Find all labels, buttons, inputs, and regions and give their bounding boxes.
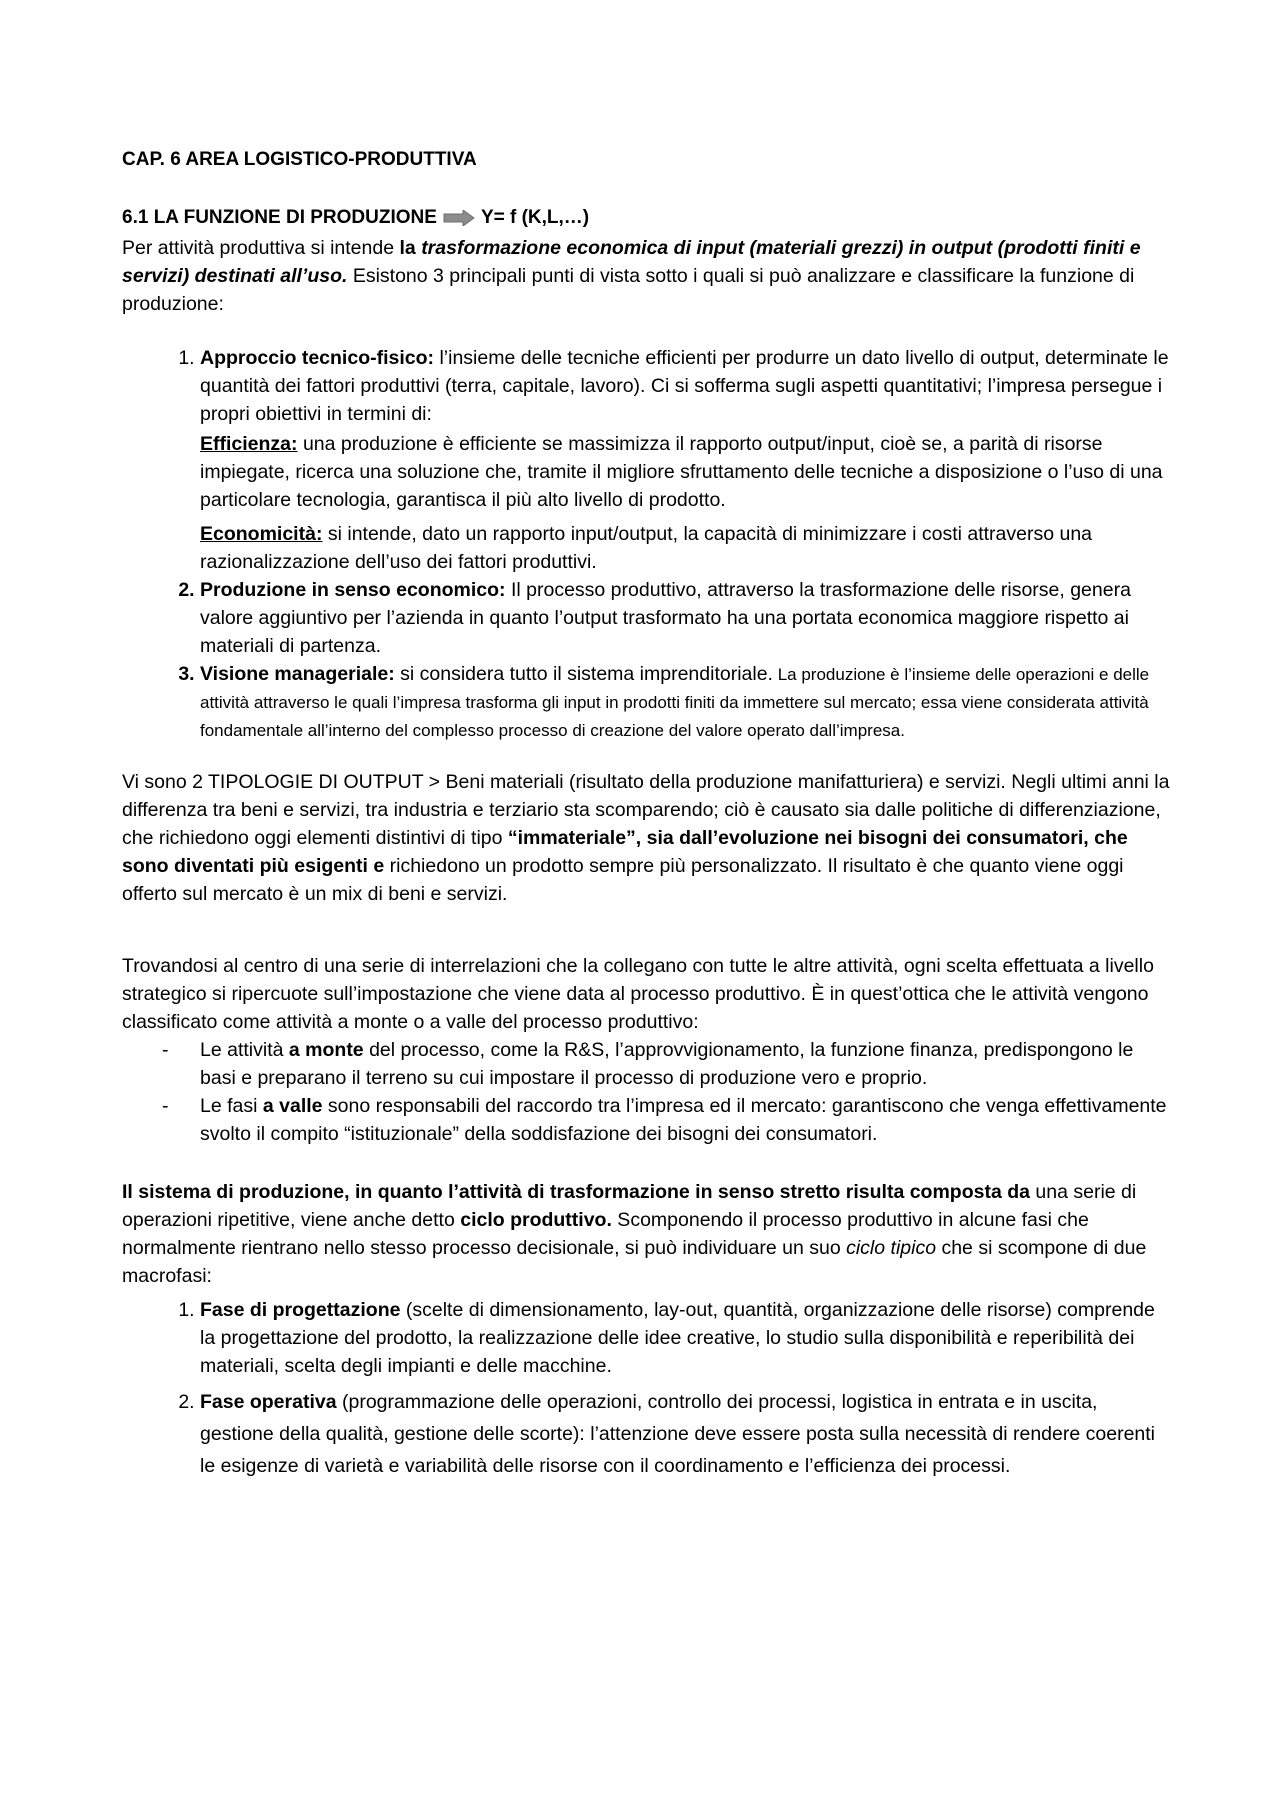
efficiency-block (200, 430, 1170, 514)
efficiency-text: una produzione è efficiente se massimizza il rapporto output/input, cioè se, a parità di risorse impiegate, ricerca una soluzione che, tramite il migliore sfruttamento delle tecniche a disposizione o l’uso di una particolare tecnologia, garantisca il più alto livello di prodotto. (200, 433, 1163, 511)
efficiency-label: Efficienza: (200, 433, 298, 455)
approaches-list (122, 344, 1170, 744)
intro-bold: la (399, 237, 422, 259)
economicity-label: Economicità: (200, 523, 323, 545)
phases-list (122, 1036, 1170, 1148)
output-paragraph (122, 768, 1170, 908)
list-item (200, 576, 1170, 660)
output-bold: “immateriale”, sia dall’evoluzione nei bisogni dei consumatori, che sono diventati più esigenti e (122, 827, 1128, 877)
approach-text: l’insieme delle tecniche efficienti per produrre un dato livello di output, determinate le quantità dei fattori produttivi (terra, capitale, lavoro). Ci si sofferma sugli aspetti quantitativi; l’impresa persegue i propri obiettivi in termini di: (200, 347, 1169, 425)
phase-text-1: Le attività (200, 1039, 289, 1061)
system-bold-2: ciclo produttivo. (460, 1209, 612, 1231)
system-bold-1: Il sistema di produzione, in quanto l’attività di trasformazione in senso stretto risulta composta da (122, 1181, 1030, 1203)
list-item (200, 1386, 1170, 1482)
approach-text: Il processo produttivo, attraverso la trasformazione delle risorse, genera valore aggiuntivo per l’azienda in quanto l’output trasformato ha una portata economica maggiore rispetto ai materiali di partenza. (200, 579, 1131, 657)
macrophase-title: Fase di progettazione (200, 1299, 401, 1321)
phase-bold: a monte (288, 1039, 364, 1061)
macrophases-list (122, 1296, 1170, 1482)
intro-text-1: Per attività produttiva si intende (122, 237, 400, 259)
output-text-2: richiedono un prodotto sempre più personalizzato. Il risultato è che quanto viene oggi offerto sul mercato è un mix di beni e servizi. (122, 855, 1124, 905)
macrophase-title: Fase operativa (200, 1391, 337, 1413)
system-text-1: una serie di operazioni ripetitive, viene anche detto (122, 1181, 1137, 1231)
phase-text-1: Le fasi (200, 1095, 263, 1117)
system-paragraph (122, 1178, 1170, 1290)
intro-bold-italic: trasformazione economica di input (materiali grezzi) in output (prodotti finiti e servizi) destinati all’uso. (122, 237, 1141, 287)
approach-title: Approccio tecnico-fisico: (200, 347, 435, 369)
intro-text-2: Esistono 3 principali punti di vista sotto i quali si può analizzare e classificare la funzione di produzione: (122, 265, 1135, 315)
approach-small-text: La produzione è l’insieme delle operazioni e delle attività attraverso le quali l’impresa trasforma gli input in prodotti finiti da immettere sul mercato; essa viene considerata attività fondamentale all’interno del complesso processo di creazione del valore operato dall’impresa. (200, 665, 1150, 740)
interrelations-paragraph: Trovandosi al centro di una serie di interrelazioni che la collegano con tutte le altre attività, ogni scelta effettuata a livello strategico si ripercuote sull’impostazione che viene data al processo produttivo. È in quest’ottica che le attività vengono classificato come attività a monte o a valle del processo produttivo: (122, 955, 1154, 1033)
section-heading (122, 206, 1170, 230)
system-italic: ciclo tipico (846, 1237, 937, 1259)
economicity-text: si intende, dato un rapporto input/output, la capacità di minimizzare i costi attraverso una razionalizzazione dell’uso dei fattori produttivi. (200, 523, 1093, 573)
economicity-block (200, 520, 1170, 576)
production-formula: Y= f (K,L,…) (480, 207, 590, 228)
section-title: 6.1 LA FUNZIONE DI PRODUZIONE (122, 207, 437, 228)
list-item (200, 1036, 1170, 1092)
phase-text-2: sono responsabili del raccordo tra l’impresa ed il mercato: garantiscono che venga effettivamente svolto il compito “istituzionale” della soddisfazione dei bisogni dei consumatori. (200, 1095, 1167, 1145)
macrophase-text: (programmazione delle operazioni, controllo dei processi, logistica in entrata e in uscita, gestione della qualità, gestione delle scorte): l’attenzione deve essere posta sulla necessità di rendere coerenti le esigenze di varietà e variabilità delle risorse con il coordinamento e l’efficienza dei processi. (200, 1391, 1156, 1477)
intro-paragraph (122, 234, 1170, 318)
approach-title: Visione manageriale: (200, 663, 395, 685)
phase-text-2: del processo, come la R&S, l’approvvigionamento, la funzione finanza, predispongono le basi e preparano il terreno su cui impostare il processo di produzione vero e proprio. (200, 1039, 1134, 1089)
chapter-title: CAP. 6 AREA LOGISTICO-PRODUTTIVA (122, 149, 477, 170)
system-text-3: che si scompone di due macrofasi: (122, 1237, 1147, 1287)
approach-text: si considera tutto il sistema imprenditoriale. (394, 663, 773, 685)
list-item (200, 1296, 1170, 1380)
macrophase-text: (scelte di dimensionamento, lay-out, quantità, organizzazione delle risorse) comprende la progettazione del prodotto, la realizzazione delle idee creative, lo studio sulla disponibilità e reperibilità dei materiali, scelta degli impianti e delle macchine. (200, 1299, 1155, 1377)
right-arrow-icon (443, 210, 475, 226)
system-text-2: Scomponendo il processo produttivo in alcune fasi che normalmente rientrano nello stesso processo decisionale, si può individuare un suo (122, 1209, 1089, 1259)
list-item (200, 1092, 1170, 1148)
list-item (200, 344, 1170, 576)
phase-bold: a valle (262, 1095, 323, 1117)
approach-title: Produzione in senso economico: (200, 579, 506, 601)
list-item (200, 660, 1170, 744)
output-text-1: Vi sono 2 TIPOLOGIE DI OUTPUT > Beni materiali (risultato della produzione manifatturiera) e servizi. Negli ultimi anni la differenza tra beni e servizi, tra industria e terziario sta scomparendo; ciò è causato sia dalle politiche di differenziazione, che richiedono oggi elementi distintivi di tipo (122, 771, 1170, 849)
